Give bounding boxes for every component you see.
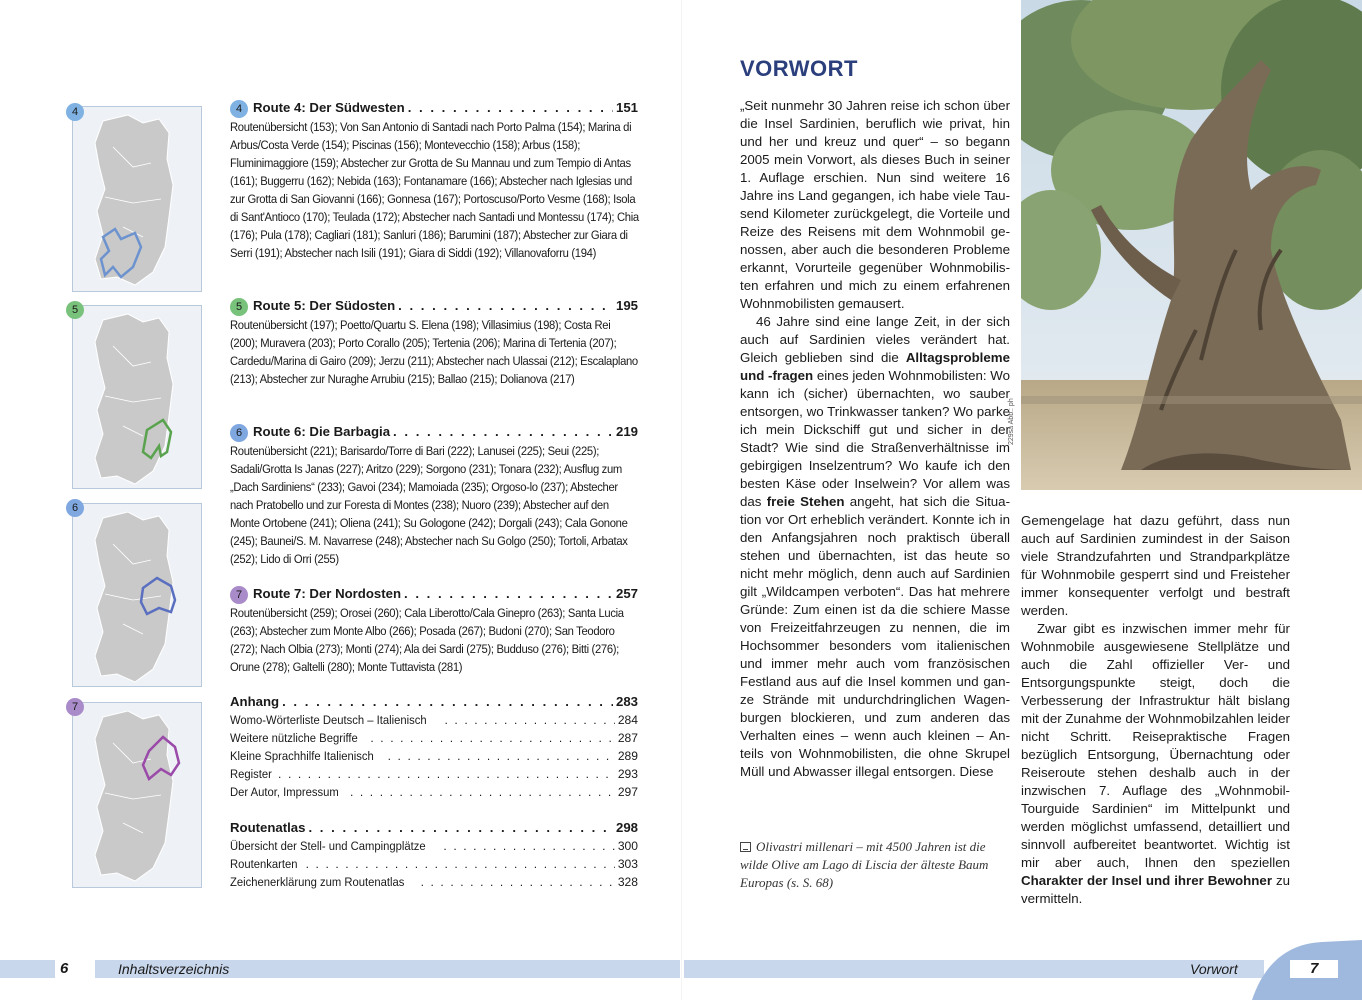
page-title: VORWORT <box>740 56 858 81</box>
paragraph <box>740 97 1010 313</box>
vorwort-column-2 <box>1021 512 1290 908</box>
leader-dots <box>445 711 615 729</box>
toc-page-number: 151 <box>615 100 638 115</box>
toc-entry-label: Zeichenerklärung zum Routenatlas <box>230 875 405 889</box>
text-run: Gemengelage hat dazu geführt, dass nun auch auf Sardinien zumindest in der Saison viele Strandzufahrten und Strandparkplätze für Wohnmobile gesperrt sind und Freisteher immer konsequenter verfolgt und bestraft werden. <box>1021 513 1290 618</box>
running-head-left: Inhaltsverzeichnis <box>118 961 230 977</box>
leader-dots <box>306 855 615 873</box>
toc-entry-label: Der Autor, Impressum <box>230 785 339 799</box>
toc-page-number: 297 <box>617 785 638 799</box>
toc-entry[interactable] <box>230 837 638 855</box>
toc-entry[interactable] <box>230 873 638 891</box>
leader-dots <box>282 693 613 711</box>
toc-route-stops: Routenübersicht (221); Barisardo/Torre di Bari (222); Lanusei (225); Seui (225); Sadali/Grotta Is Janas (227); Aritzo (229); Sorgono (231); Tonara (232); Ausflug zum „Dach Sardiniens“ (233); Gavoi (234); Mamoiada (235); Orgoso-lo (237); Abstecher nach Pratobello und zur Foresta di Montes (238); Nuoro (239); Abstecher auf den Monte Ortobene (241); Oliena (241); Su Gologone (242); Dorgali (243); Cala Gonone (245); Baunei/S. M. Navarrese (248); Abstecher nach Su Golgo (250); Tortoli, Arbatax (252); Lido di Orri (255) <box>230 444 628 566</box>
map-badge-5: 5 <box>66 301 84 319</box>
route-number-badge: 6 <box>230 424 248 442</box>
map-badge-4: 4 <box>66 103 84 121</box>
running-head-right: Vorwort <box>1190 961 1238 977</box>
route-number-badge: 7 <box>230 586 248 604</box>
map-badge-7: 7 <box>66 698 84 716</box>
vorwort-column-1 <box>740 97 1010 781</box>
sardinia-map <box>73 107 202 292</box>
toc-entry-label: Weitere nützliche Begriffe <box>230 731 358 745</box>
leader-dots <box>404 585 613 603</box>
leader-dots <box>393 423 613 441</box>
paragraph <box>740 313 1010 781</box>
camera-icon <box>740 842 751 852</box>
toc-route-4 <box>230 99 638 262</box>
toc-page-number: 195 <box>615 298 638 313</box>
route-map-5 <box>72 305 202 489</box>
route-number-badge: 4 <box>230 100 248 118</box>
toc-page-number: 303 <box>617 857 638 871</box>
toc-page-number: 257 <box>615 586 638 601</box>
leader-dots <box>350 783 615 801</box>
toc-page-number: 219 <box>615 424 638 439</box>
toc-entry[interactable] <box>230 855 638 873</box>
leader-dots <box>398 297 613 315</box>
toc-entry-label: Übersicht der Stell- und Campingplätze <box>230 839 426 853</box>
leader-dots <box>388 747 615 765</box>
toc-heading-title: Route 4: Der Südwesten <box>253 100 405 115</box>
page-number-left: 6 <box>60 960 69 977</box>
toc-route-stops: Routenübersicht (197); Poetto/Quartu S. Elena (198); Villasimius (198); Costa Rei (200); Muravera (203); Porto Corallo (205); Tertenia (206); Marina di Tertenia (207); Cardedu/Marina di Gairo (209); Jerzu (211); Abstecher nach Ulassai (212); Escalaplano (213); Abstecher zur Nuraghe Arrubiu (215); Ballao (215); Dolianova (217) <box>230 318 638 386</box>
toc-entry-label: Kleine Sprachhilfe Italienisch <box>230 749 374 763</box>
route-map-4 <box>72 106 202 292</box>
toc-route-stops: Routenübersicht (259); Orosei (260); Cala Liberotto/Cala Ginepro (263); Santa Lucia (263); Abstecher zum Monte Albo (266); Posada (267); Budoni (270); San Teodoro (272); Nach Olbia (273); Monti (274); Ala dei Sardi (275); Budduso (276); Bitti (276); Orune (278); Galtelli (280); Monte Tuttavista (281) <box>230 606 624 674</box>
caption-text: Olivastri millenari – mit 4500 Jahren ist die wilde Olive am Lago di Liscia der älteste Baum Europas (s. S. 68) <box>740 839 989 890</box>
leader-dots <box>308 819 613 837</box>
toc-route-7 <box>230 585 638 676</box>
page-fold <box>681 0 682 1000</box>
route-map-7 <box>72 702 202 888</box>
leader-dots <box>443 837 614 855</box>
map-badge-6: 6 <box>66 499 84 517</box>
paragraph <box>1021 620 1290 908</box>
leader-dots <box>278 765 615 783</box>
toc-heading[interactable] <box>230 819 638 837</box>
olive-tree-photo <box>1021 0 1362 490</box>
leader-dots <box>421 873 615 891</box>
text-run: 46 Jahre sind eine lange Zeit, in der sich auch auf Sardinien vieles verändert hat. Gleich geblieben sind die <box>740 314 1010 365</box>
footer-bar-right <box>684 960 1264 978</box>
toc-heading-title: Routenatlas <box>230 820 306 835</box>
toc-anhang <box>230 693 638 801</box>
paragraph <box>1021 512 1290 620</box>
footer-bar-left <box>0 960 680 978</box>
toc-entry[interactable] <box>230 711 638 729</box>
toc-page-number: 300 <box>617 839 638 853</box>
toc-heading[interactable] <box>230 423 638 442</box>
toc-heading[interactable] <box>230 693 638 711</box>
toc-heading[interactable] <box>230 585 638 604</box>
toc-heading[interactable] <box>230 297 638 316</box>
toc-page-number: 328 <box>617 875 638 889</box>
bold-text: freie Stehen <box>766 494 845 509</box>
route-map-6 <box>72 503 202 687</box>
toc-heading-title: Route 5: Der Südosten <box>253 298 396 313</box>
toc-entry[interactable] <box>230 729 638 747</box>
bold-text: Charakter der Insel und ihrer Bewohner <box>1021 873 1272 888</box>
sardinia-map <box>73 306 202 489</box>
leader-dots <box>370 729 614 747</box>
toc-entry[interactable] <box>230 783 638 801</box>
toc-route-6 <box>230 423 638 568</box>
toc-entry-label: Routenkarten <box>230 857 298 871</box>
toc-page-number: 284 <box>617 713 638 727</box>
page-number-right: 7 <box>1310 960 1319 977</box>
toc-page-number: 289 <box>617 749 638 763</box>
toc-heading-title: Route 6: Die Barbagia <box>253 424 391 439</box>
leader-dots <box>408 99 613 117</box>
bold-text: Alltagsprobleme und -fragen <box>740 350 1010 383</box>
toc-page-number: 283 <box>615 694 638 709</box>
olive-tree-image <box>1021 0 1362 490</box>
toc-page-number: 287 <box>617 731 638 745</box>
sardinia-map <box>73 504 202 687</box>
toc-route-5 <box>230 297 638 388</box>
text-run: Zwar gibt es inzwischen immer mehr für Wohnmobile ausgewiesene Stellplätze und auch die Zahl offizieller Ver- und Entsorgungspunkte steigt, doch die Verbesserung der Infrastruktur hält bislang mit der Zunahme der Wohnmobilzahlen leider nicht Schritt. Reisepraktische Fragen bezüglich Entsorgung, Übernachtung oder Reiseroute stehen deshalb auch in der inzwischen 7. Auflage des „Wohnmobil-Tourguide Sardinien“ im Mittelpunkt und werden möglichst umfassend, detailliert und sinnvoll aufbereitet beantwortet. Wichtig ist mir aber auch, Ihnen den speziellen <box>1021 621 1290 870</box>
toc-entry-label: Register <box>230 767 272 781</box>
toc-page-number: 293 <box>617 767 638 781</box>
text-run: angeht, hat sich die Situation vor Ort erheblich verändert. Konnte ich in den Anfangsjahren noch praktisch überall stehen und übernachten, ist das heute so nicht mehr möglich, denn auch auf Sardinien gilt „Wildcampen verboten“. Das hat mehrere Gründe: Zum einen ist da die schiere Masse von Freizeitfahrzeugen zu nennen, die im Hochsommer besonders vom italienischen und immer mehr auch vom französischen Festland aus auf die Insel kommen und ganze Strände mit undurchdringlichen Wagenburgen blockieren, und zum anderen das Verhalten eines – wenn auch kleinen – Anteils von Wohnmobilisten, die ohne Skrupel Müll und Abwasser illegal entsorgen. Diese <box>740 494 1010 779</box>
toc-heading-title: Route 7: Der Nordosten <box>253 586 402 601</box>
text-run: eines jeden Wohnmobilisten: Wo kann ich (sicher) übernachten, wo sauber entsorgen, wo Trinkwasser tanken? Wo parke ich mein Dickschiff gut und sicher in der Stadt? Wie sind die Straßenverhältnisse im gebirgigen Inselzentrum? Wo kaufe ich den besten Käse oder Inselwein? Vor allem was das <box>740 368 1010 509</box>
toc-page-number: 298 <box>615 820 638 835</box>
photo-credit: 229sa Abb.: ph <box>1008 398 1015 445</box>
toc-entry-label: Womo-Wörterliste Deutsch – Italienisch <box>230 713 427 727</box>
toc-entry[interactable] <box>230 765 638 783</box>
toc-route-stops: Routenübersicht (153); Von San Antonio di Santadi nach Porto Palma (154); Marina di Arbus/Costa Verde (154); Piscinas (156); Montevecchio (158); Arbus (158); Fluminimaggiore (159); Abstecher zur Grotta de Su Mannau und zum Tempio di Antas (161); Buggerru (162); Nebida (163); Fontanamare (166); Abstecher nach Iglesias und zur Grotta di San Giovanni (166); Gonnesa (167); Portoscuso/Porto Vesme (168); Isola di Sant'Antioco (170); Teulada (172); Abstecher nach Santadi und Montessu (174); Chia (176); Pula (178); Cagliari (181); Sanluri (186); Barumini (187); Abstecher zur Giara di Serri (191); Abstecher nach Isili (191); Giara di Siddi (192); Villanovaforru (194) <box>230 120 639 260</box>
text-run: zu vermitteln. <box>1021 873 1290 906</box>
route-number-badge: 5 <box>230 298 248 316</box>
toc-heading-title: Anhang <box>230 694 280 709</box>
toc-entry[interactable] <box>230 747 638 765</box>
text-run: „Seit nunmehr 30 Jahren reise ich schon über die Insel Sardinien, beruflich wie privat, hin und her und kreuz und quer“ – so begann 2005 mein Vorwort, als dieses Buch in seiner 1. Auflage erschien. Nun sind weitere 16 Jahre ins Land gegangen, ich habe viele Tausend Kilometer zurückgelegt, die Vorteile und Reize des Reisens mit dem Wohnmobil genossen, aber auch die besonderen Probleme erkannt, Vorurteile gegenüber Wohnmobilisten erfahren und mich zu einem erfahrenen Wohnmobilisten gemausert. <box>740 98 1010 311</box>
sardinia-map <box>73 703 202 888</box>
toc-heading[interactable] <box>230 99 638 118</box>
toc-routenatlas <box>230 819 638 891</box>
photo-caption <box>740 838 1002 892</box>
